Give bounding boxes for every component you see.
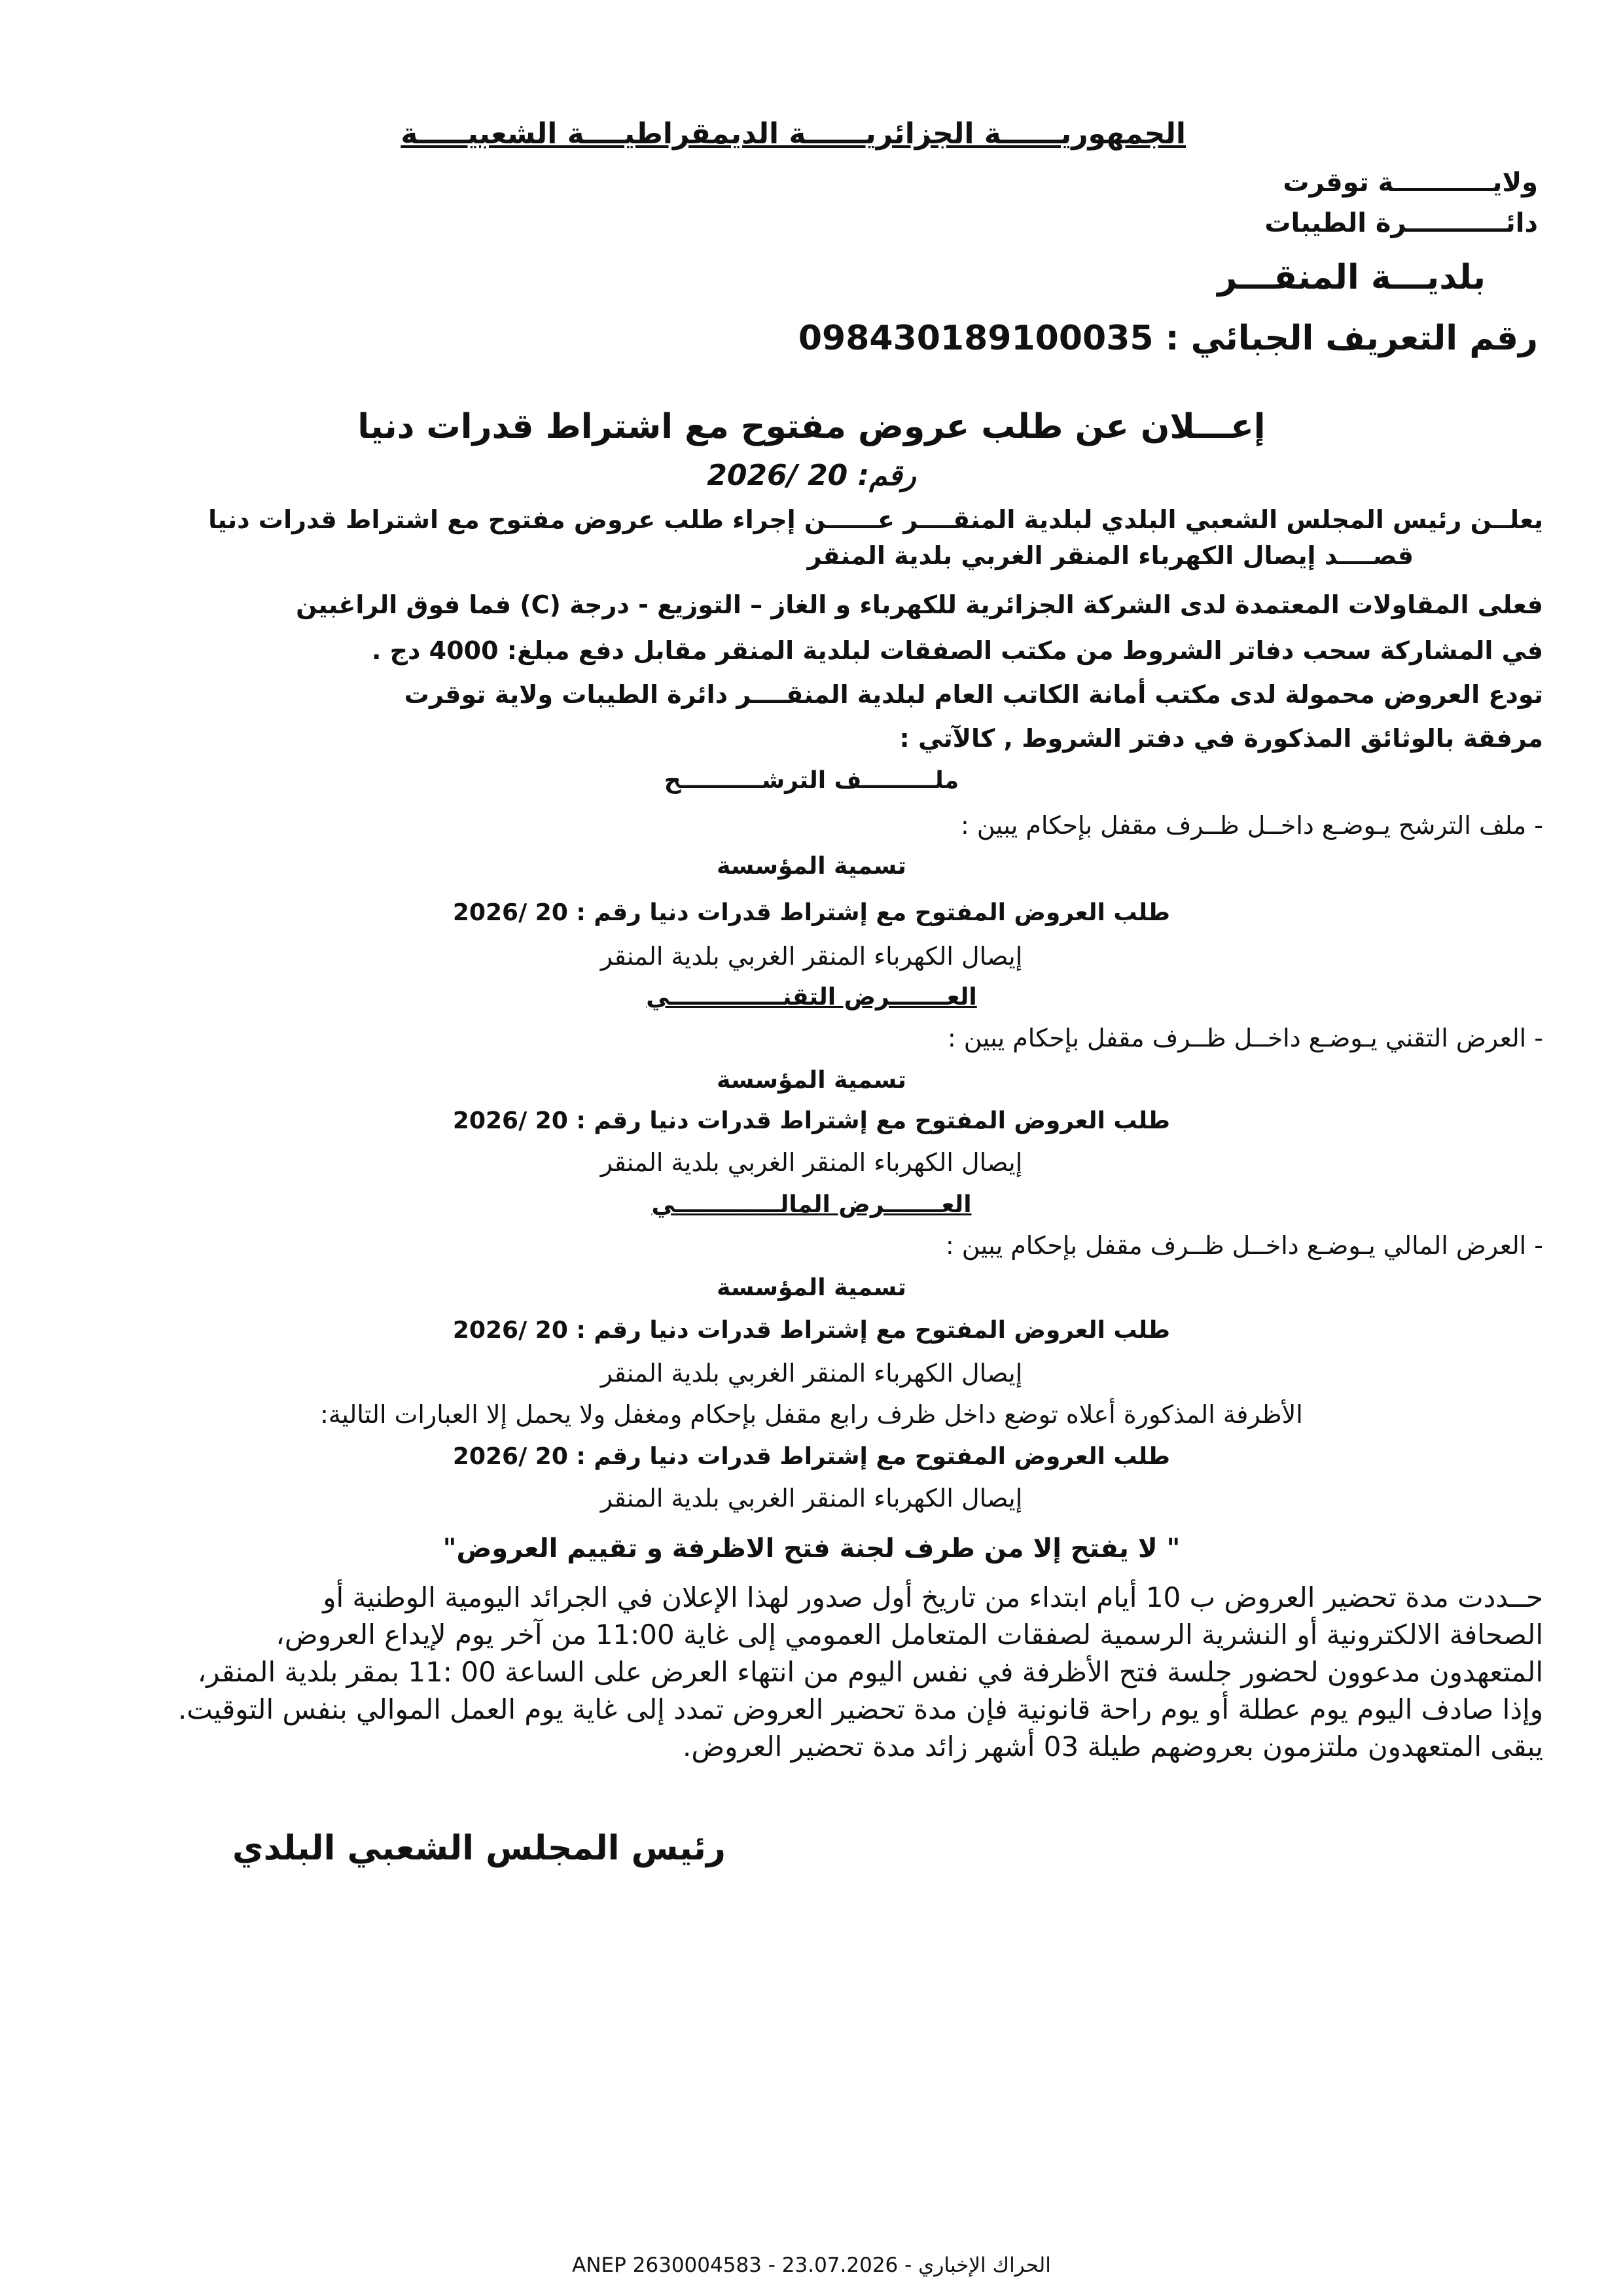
- wilaya-line: ولايـــــــــــة توقرت: [1283, 168, 1538, 198]
- fiscal-id-label: رقم التعريف الجبائي :: [1165, 319, 1538, 358]
- technical-desc: - العرض التقني يـوضـع داخــل ظــرف مقفل بإحكام يبين :: [947, 1024, 1543, 1052]
- candidature-entity: تسمية المؤسسة: [717, 853, 906, 880]
- terms-line-2: الصحافة الالكترونية أو النشرية الرسمية لصفقات المتعامل العمومي إلى غاية 11:00 من آخر يوم لإيداع العروض،: [276, 1619, 1543, 1651]
- commune-line: بلديـــة المنقـــر: [1217, 258, 1486, 297]
- financial-project: إيصال الكهرباء المنقر الغربي بلدية المنقر: [600, 1359, 1023, 1388]
- announcement-line-1: يعلــن رئيس المجلس الشعبي البلدي لبلدية المنقــــر عــــــن إجراء طلب عروض مفتوح مع اشتراط قدرات دنيا: [208, 505, 1543, 534]
- announcement-line-4: في المشاركة سحب دفاتر الشروط من مكتب الصفقات لبلدية المنقر مقابل دفع مبلغ: 4000 دج .: [371, 636, 1543, 665]
- daira-line: دائـــــــــــرة الطيبات: [1264, 208, 1538, 238]
- announcement-line-5: تودع العروض محمولة لدى مكتب أمانة الكاتب العام لبلدية المنقــــر دائرة الطيبات ولاية توقرت: [404, 680, 1543, 709]
- outer-envelope-desc: الأظرفة المذكورة أعلاه توضع داخل ظرف رابع مقفل بإحكام ومغفل ولا يحمل إلا العبارات التالية:: [320, 1400, 1303, 1429]
- terms-line-3: المتعهدون مدعوون لحضور جلسة فتح الأظرفة في نفس اليوم من انتهاء العرض على الساعة 00 :11 بمقر بلدية المنقر،: [197, 1656, 1543, 1688]
- terms-line-4: وإذا صادف اليوم يوم عطلة أو يوم راحة قانونية فإن مدة تحضير العروض تمدد إلى غاية يوم العمل الموالي بنفس التوقيت.: [177, 1693, 1543, 1725]
- financial-entity: تسمية المؤسسة: [717, 1274, 906, 1301]
- publication-footer: ANEP 2630004583 - 23.07.2026 - الحراك الإخباري: [572, 2253, 1051, 2277]
- technical-project: إيصال الكهرباء المنقر الغربي بلدية المنقر: [600, 1148, 1023, 1177]
- candidature-heading: ملـــــــــف الترشــــــــــح: [664, 767, 959, 794]
- outer-envelope-request: طلب العروض المفتوح مع إشتراط قدرات دنيا رقم : 20 /2026: [452, 1443, 1171, 1470]
- fiscal-id-number: 098430189100035: [798, 319, 1154, 358]
- candidature-request: طلب العروض المفتوح مع إشتراط قدرات دنيا رقم : 20 /2026: [452, 899, 1171, 926]
- outer-envelope-notice: " لا يفتح إلا من طرف لجنة فتح الاظرفة و تقييم العروض": [442, 1534, 1181, 1564]
- technical-request: طلب العروض المفتوح مع إشتراط قدرات دنيا رقم : 20 /2026: [452, 1107, 1171, 1134]
- announcement-line-6: مرفقة بالوثائق المذكورة في دفتر الشروط , كالآتي :: [899, 724, 1543, 753]
- outer-envelope-project: إيصال الكهرباء المنقر الغربي بلدية المنقر: [600, 1484, 1023, 1513]
- technical-entity: تسمية المؤسسة: [717, 1067, 906, 1094]
- announcement-line-2: قصــــد إيصال الكهرباء المنقر الغربي بلدية المنقر: [807, 541, 1414, 570]
- fiscal-id-line: [798, 319, 1538, 359]
- announcement-number: رقم: 20 /2026: [707, 459, 916, 492]
- signature: رئيس المجلس الشعبي البلدي: [232, 1829, 726, 1868]
- announcement-title: إعـــلان عن طلب عروض مفتوح مع اشتراط قدرات دنيا: [357, 407, 1266, 446]
- financial-heading: العـــــــرض المالـــــــــــــي: [651, 1191, 972, 1218]
- republic-title: الجمهوريــــــة الجزائريــــــة الديمقراطيــــة الشعبيـــــة: [401, 117, 1186, 151]
- technical-heading: العـــــــرض التقنــــــــــــــي: [646, 984, 977, 1011]
- candidature-project: إيصال الكهرباء المنقر الغربي بلدية المنقر: [600, 942, 1023, 971]
- announcement-line-3: فعلى المقاولات المعتمدة لدى الشركة الجزائرية للكهرباء و الغاز – التوزيع - درجة (C) فما فوق الراغبين: [296, 590, 1543, 619]
- terms-line-1: حــددت مدة تحضير العروض ب 10 أيام ابتداء من تاريخ أول صدور لهذا الإعلان في الجرائد اليومية الوطنية أو: [323, 1581, 1543, 1613]
- terms-line-5: يبقى المتعهدون ملتزمون بعروضهم طيلة 03 أشهر زائد مدة تحضير العروض.: [683, 1731, 1543, 1763]
- candidature-desc: - ملف الترشح يـوضـع داخــل ظــرف مقفل بإحكام يبين :: [960, 811, 1543, 840]
- financial-desc: - العرض المالي يـوضـع داخــل ظــرف مقفل بإحكام يبين :: [945, 1231, 1543, 1260]
- terms-paragraph: [80, 1579, 1543, 1765]
- financial-request: طلب العروض المفتوح مع إشتراط قدرات دنيا رقم : 20 /2026: [452, 1317, 1171, 1344]
